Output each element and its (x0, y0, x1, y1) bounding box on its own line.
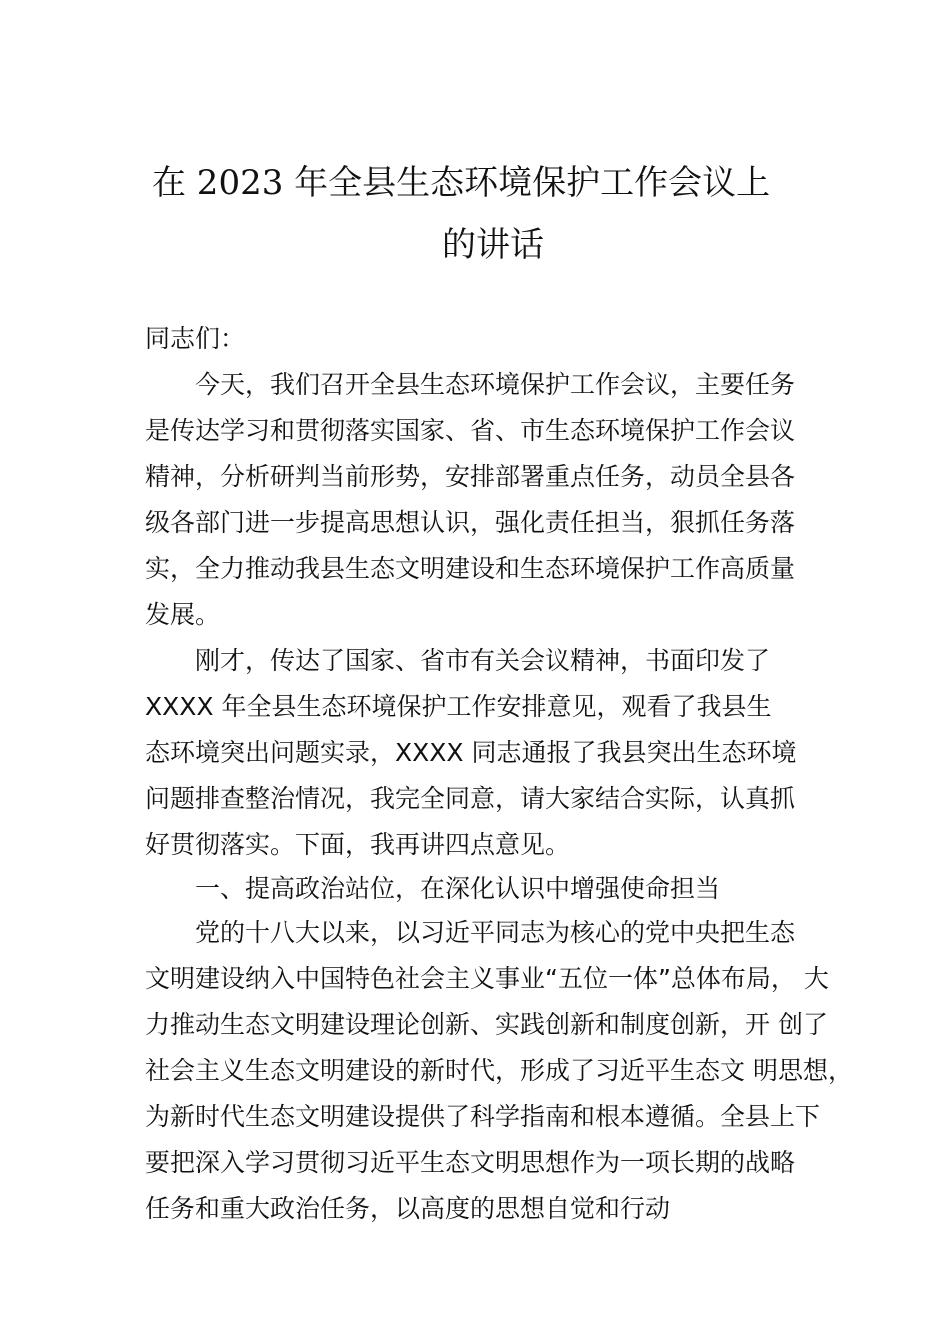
body-line: 级各部门进一步提高思想认识，强化责任担当，狠抓任务落 (145, 508, 796, 537)
body-line: 力推动生态文明建设理论创新、实践创新和制度创新，开 创了 (145, 1010, 828, 1039)
body-line: 发展。 (145, 600, 221, 629)
body-line: 实，全力推动我县生态文明建设和生态环境保护工作高质量 (145, 554, 796, 583)
body-line: 是传达学习和贯彻落实国家、省、市生态环境保护工作会议 (145, 416, 796, 445)
body-line: 要把深入学习贯彻习近平生态文明思想作为一项长期的战略 (145, 1148, 796, 1177)
document-title-line-1: 在 2023 年全县生态环境保护工作会议上 (152, 163, 771, 203)
body-line: 精神，分析研判当前形势，安排部署重点任务，动员全县各 (145, 462, 796, 491)
body-line: 今天，我们召开全县生态环境保护工作会议，主要任务 (195, 370, 796, 399)
salutation: 同志们： (145, 324, 246, 353)
section-heading: 一、提高政治站位，在深化认识中增强使命担当 (195, 874, 721, 903)
body-line: 态环境突出问题实录，XXXX 同志通报了我县突出生态环境 (145, 738, 797, 767)
body-line: 任务和重大政治任务，以高度的思想自觉和行动 (145, 1194, 671, 1223)
body-line: 好贯彻落实。下面，我再讲四点意见。 (145, 830, 571, 859)
body-line: 问题排查整治情况，我完全同意，请大家结合实际，认真抓 (145, 784, 796, 813)
body-line: 党的十八大以来，以习近平同志为核心的党中央把生态 (195, 918, 796, 947)
body-line: 社会主义生态文明建设的新时代，形成了习近平生态文 明思想， (145, 1056, 853, 1085)
body-line: XXXX 年全县生态环境保护工作安排意见，观看了我县生 (145, 692, 772, 721)
body-line: 文明建设纳入中国特色社会主义事业“五位一体”总体布局， 大 (145, 964, 829, 993)
body-line: 刚才，传达了国家、省市有关会议精神，书面印发了 (195, 646, 771, 675)
body-line: 为新时代生态文明建设提供了科学指南和根本遵循。全县上下 (145, 1102, 821, 1131)
document-title-line-2: 的讲话 (442, 225, 544, 265)
